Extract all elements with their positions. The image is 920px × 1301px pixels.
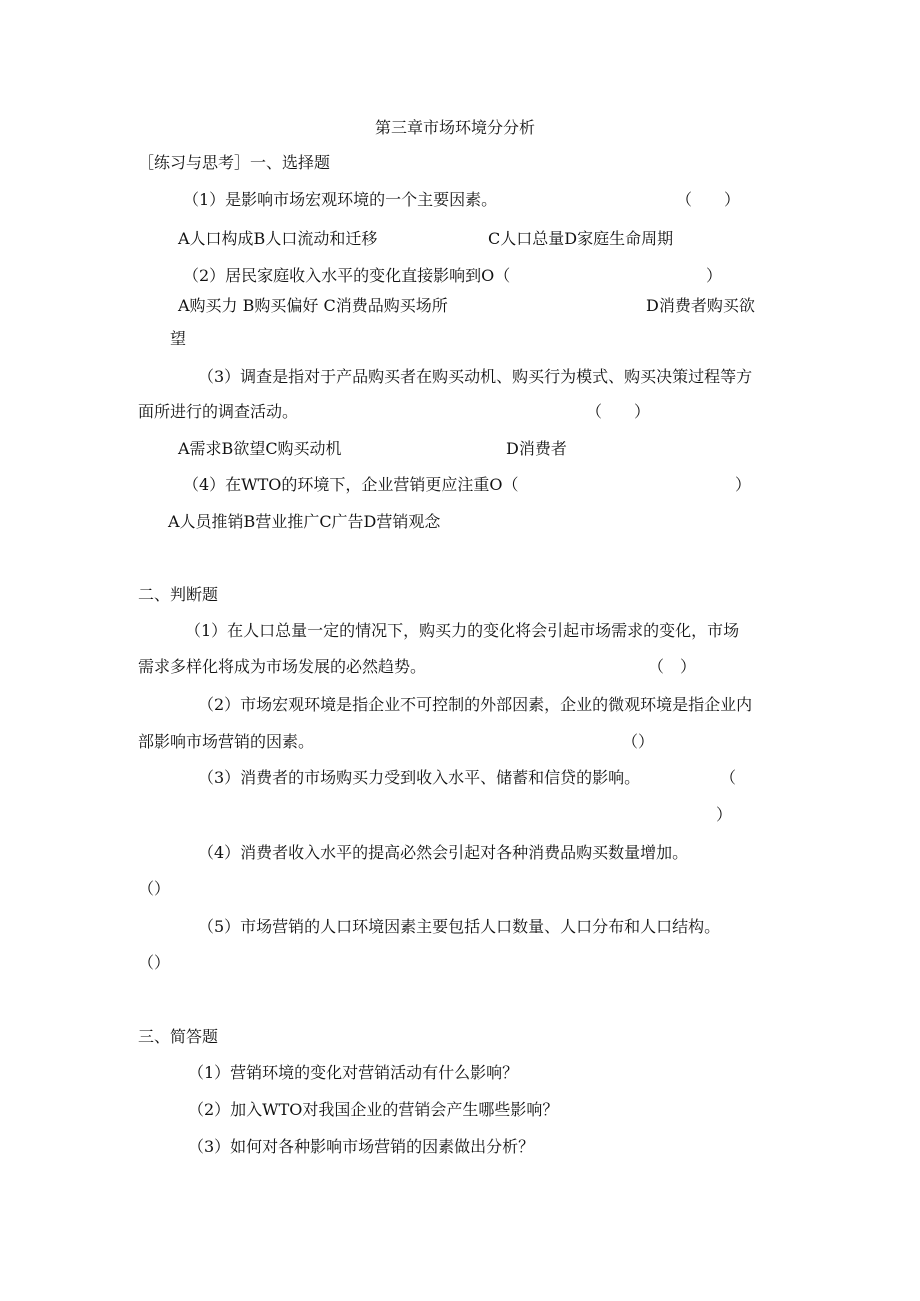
choice-q4-options: A人员推销B营业推广C广告D营销观念: [168, 512, 441, 531]
choice-q4-blank-close: ）: [735, 475, 752, 494]
section-heading-short-answer: 三、简答题: [138, 1027, 219, 1046]
choice-q4-stem: （4）在WTO的环境下，企业营销更应注重O（: [183, 475, 519, 494]
judge-q1-blank: （ ）: [648, 657, 697, 676]
judge-q1-line2: 需求多样化将成为市场发展的必然趋势。: [138, 657, 427, 676]
choice-q2-blank-close: ）: [706, 266, 723, 285]
choice-q1-options-a: A人口构成B人口流动和迁移: [178, 229, 378, 248]
choice-q2-options-cont: 望: [170, 329, 187, 348]
judge-q2-blank: （）: [622, 732, 655, 751]
choice-q1-blank: （ ）: [676, 190, 741, 209]
judge-q2-line1: （2）市场宏观环境是指企业不可控制的外部因素，企业的微观环境是指企业内: [198, 695, 753, 714]
choice-q3-options-b: D消费者: [506, 439, 567, 458]
short-answer-q1: （1）营销环境的变化对营销活动有什么影响？: [188, 1063, 519, 1082]
section-heading-choice: ［练习与思考］一、选择题: [138, 153, 331, 172]
judge-q1-line1: （1）在人口总量一定的情况下，购买力的变化将会引起市场需求的变化，市场: [185, 621, 740, 640]
judge-q2-line2: 部影响市场营销的因素。: [138, 732, 315, 751]
judge-q3-stem: （3）消费者的市场购买力受到收入水平、储蓄和信贷的影响。: [198, 768, 641, 787]
judge-q3-blank-open: （: [720, 768, 737, 787]
choice-q3-line1: （3）调查是指对于产品购买者在购买动机、购买行为模式、购买决策过程等方: [198, 367, 753, 386]
choice-q1-stem: （1）是影响市场宏观环境的一个主要因素。: [183, 190, 498, 209]
judge-q4-blank: （）: [138, 879, 171, 898]
choice-q2-options-b: D消费者购买欲: [646, 296, 755, 315]
judge-q3-blank-close: ）: [716, 805, 733, 824]
choice-q3-blank: （ ）: [586, 402, 651, 421]
page-title: 第三章市场环境分分析: [375, 118, 536, 137]
short-answer-q2: （2）加入WTO对我国企业的营销会产生哪些影响？: [188, 1100, 559, 1119]
section-heading-judge: 二、判断题: [138, 585, 219, 604]
choice-q3-options-a: A需求B欲望C购买动机: [178, 439, 342, 458]
choice-q1-options-b: C人口总量D家庭生命周期: [488, 229, 674, 248]
judge-q5-blank: （）: [138, 953, 171, 972]
judge-q4-stem: （4）消费者收入水平的提高必然会引起对各种消费品购买数量增加。: [198, 843, 689, 862]
choice-q3-line2: 面所进行的调查活动。: [138, 402, 299, 421]
choice-q2-options-a: A购买力 B购买偏好 C消费品购买场所: [178, 296, 448, 315]
choice-q2-stem: （2）居民家庭收入水平的变化直接影响到O（: [183, 266, 511, 285]
judge-q5-stem: （5）市场营销的人口环境因素主要包括人口数量、人口分布和人口结构。: [198, 917, 721, 936]
short-answer-q3: （3）如何对各种影响市场营销的因素做出分析？: [188, 1137, 535, 1156]
